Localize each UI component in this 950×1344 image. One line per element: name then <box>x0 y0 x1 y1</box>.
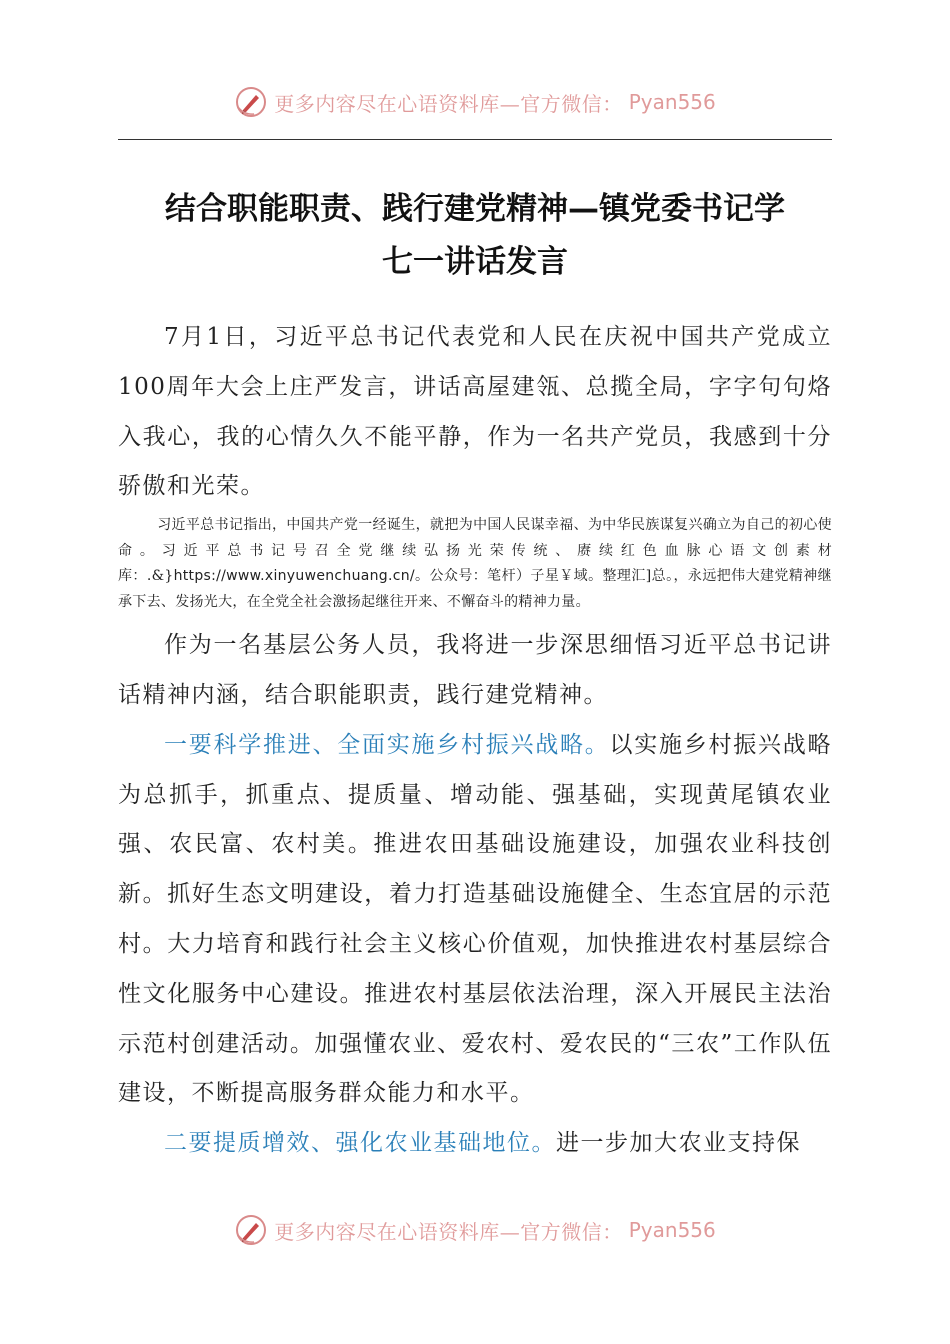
paragraph-4 <box>118 721 832 1119</box>
footer-banner <box>0 1210 950 1250</box>
section-heading-1: 一要科学推进、全面实施乡村振兴战略。 <box>164 731 610 758</box>
paragraph-2-part-a: 习近平总书记指出，中国共产党一经诞生，就把为中国人民谋幸福、为中华民族谋复兴确立为自己的初心使命。习近平总书记号召全党继续弘扬光荣传统、赓续红色血脉心语文创素材库：.&} <box>118 517 832 585</box>
paragraph-1: 7月1日，习近平总书记代表党和人民在庆祝中国共产党成立100周年大会上庄严发言，讲话高屋建瓴、总揽全局，字字句句烙入我心，我的心情久久不能平静，作为一名共产党员，我感到十分骄傲和光荣。 <box>118 324 832 500</box>
section-body-1: 以实施乡村振兴战略为总抓手，抓重点、提质量、增动能、强基础，实现黄尾镇农业强、农民富、农村美。推进农田基础设施建设，加强农业科技创新。抓好生态文明建设，着力打造基础设施健全、生态宜居的示范村。大力培育和践行社会主义核心价值观，加快推进农村基层综合性文化服务中心建设。推进农村基层依法治理，深入开展民主法治示范村创建活动。加强懂农业、爱农村、爱农民的“三农”工作队伍建设，不断提高服务群众能力和水平。 <box>118 731 832 1107</box>
banner-text: 更多内容尽在心语资料库—官方微信： <box>274 1219 623 1244</box>
document-body <box>118 313 832 1169</box>
paragraph-3: 作为一名基层公务人员，我将进一步深思细悟习近平总书记讲话精神内涵，结合职能职责，践行建党精神。 <box>118 632 832 708</box>
banner-text: 更多内容尽在心语资料库—官方微信： <box>274 91 623 116</box>
section-heading-2: 二要提质增效、强化农业基础地位。 <box>164 1130 556 1157</box>
paragraph-5 <box>118 1119 832 1169</box>
section-body-2: 进一步加大农业支持保 <box>556 1130 801 1157</box>
banner-wechat-id: Pyan556 <box>628 1218 716 1242</box>
pen-logo-icon <box>234 1213 268 1247</box>
source-url: https://www.xinyuwenchuang.cn/ <box>173 568 415 585</box>
pen-logo-icon <box>234 85 268 119</box>
banner-wechat-id: Pyan556 <box>628 90 716 114</box>
header-divider <box>118 139 832 140</box>
title-line-1: 结合职能职责、践行建党精神—镇党委书记学 <box>165 191 785 227</box>
header-banner <box>0 82 950 122</box>
title-line-2: 七一讲话发言 <box>382 244 568 280</box>
document-title <box>118 183 832 289</box>
paragraph-2-part-b: 。公众号：笔杆）子星￥域。整理汇]总。，永远把伟大建党精神继承下去、发扬光大，在全党全社会激扬起继往开来、不懈奋斗的精神力量。 <box>118 568 832 610</box>
paragraph-2-small <box>118 512 832 621</box>
